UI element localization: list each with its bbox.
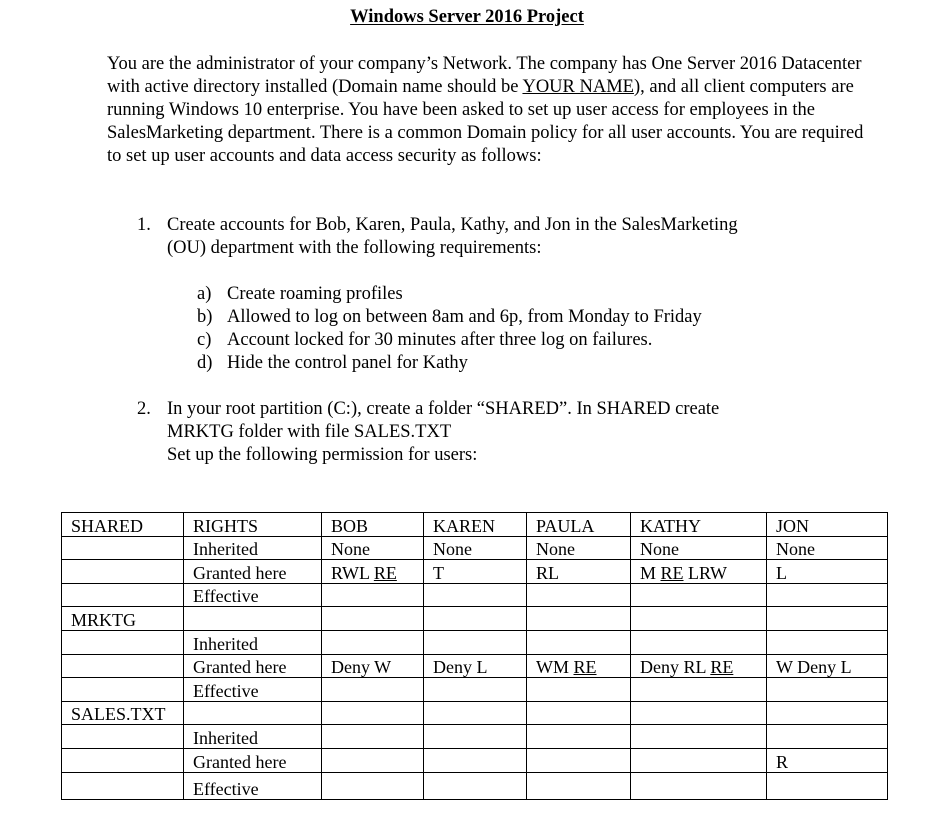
table-header-row bbox=[62, 513, 888, 537]
mrktg-folder-name: MRKTG bbox=[62, 607, 184, 631]
table-row bbox=[62, 536, 888, 560]
shared-inherited-label: Inherited bbox=[184, 536, 322, 560]
sales-granted-jon: R bbox=[767, 748, 888, 772]
table-row bbox=[62, 630, 888, 654]
shared-inherited-karen: None bbox=[424, 536, 527, 560]
shared-granted-karen: T bbox=[424, 560, 527, 584]
page-title: Windows Server 2016 Project bbox=[350, 7, 584, 27]
domain-name-placeholder: YOUR NAME bbox=[522, 77, 634, 97]
header-kathy: KATHY bbox=[631, 513, 767, 537]
header-jon: JON bbox=[767, 513, 888, 537]
table-row bbox=[62, 583, 888, 607]
sales-inherited-label: Inherited bbox=[184, 725, 322, 749]
mrktg-effective-label: Effective bbox=[184, 678, 322, 702]
mrktg-granted-kathy: Deny RL RE bbox=[631, 654, 767, 678]
subitem-c: c) Account locked for 30 minutes after three log on failures. bbox=[197, 330, 653, 350]
task-2-number: 2. bbox=[137, 399, 151, 419]
task-2-line-3: Set up the following permission for users: bbox=[167, 445, 478, 465]
sales-granted-label: Granted here bbox=[184, 748, 322, 772]
header-karen: KAREN bbox=[424, 513, 527, 537]
intro-text-start: You are the administrator of your company’s Network. The company has One Server 2016 Datacenter with active directory installed (Domain name should be bbox=[107, 54, 862, 97]
subitem-a: a) Create roaming profiles bbox=[197, 284, 403, 304]
shared-granted-bob: RWL RE bbox=[322, 560, 424, 584]
sales-file-name: SALES.TXT bbox=[62, 701, 184, 725]
mrktg-granted-paula: WM RE bbox=[527, 654, 631, 678]
mrktg-granted-label: Granted here bbox=[184, 654, 322, 678]
task-2-line-2: MRKTG folder with file SALES.TXT bbox=[167, 422, 452, 442]
header-bob: BOB bbox=[322, 513, 424, 537]
table-row bbox=[62, 701, 888, 725]
table-row bbox=[62, 678, 888, 702]
sales-effective-label: Effective bbox=[184, 772, 322, 799]
shared-inherited-bob: None bbox=[322, 536, 424, 560]
shared-inherited-jon: None bbox=[767, 536, 888, 560]
task-1-number: 1. bbox=[137, 215, 151, 235]
intro-text-end: ), and all client computers are running Windows 10 enterprise. You have been asked to set up user access for employees in the SalesMarketing department. There is a common Domain policy for all user accounts. You are required to set up user accounts and data access security as follows: bbox=[107, 77, 864, 166]
table-row bbox=[62, 560, 888, 584]
shared-inherited-kathy: None bbox=[631, 536, 767, 560]
shared-granted-jon: L bbox=[767, 560, 888, 584]
subitem-b: b) Allowed to log on between 8am and 6p, from Monday to Friday bbox=[197, 307, 702, 327]
task-1-line-2: (OU) department with the following requirements: bbox=[167, 238, 542, 258]
table-row bbox=[62, 654, 888, 678]
header-rights: RIGHTS bbox=[184, 513, 322, 537]
shared-effective-label: Effective bbox=[184, 583, 322, 607]
subitem-d: d) Hide the control panel for Kathy bbox=[197, 353, 468, 373]
intro-paragraph bbox=[107, 53, 867, 168]
table-row bbox=[62, 748, 888, 772]
table-row bbox=[62, 772, 888, 799]
shared-granted-paula: RL bbox=[527, 560, 631, 584]
shared-granted-label: Granted here bbox=[184, 560, 322, 584]
table-row bbox=[62, 607, 888, 631]
mrktg-granted-bob: Deny W bbox=[322, 654, 424, 678]
shared-granted-kathy: M RE LRW bbox=[631, 560, 767, 584]
mrktg-granted-jon: W Deny L bbox=[767, 654, 888, 678]
mrktg-granted-karen: Deny L bbox=[424, 654, 527, 678]
permissions-table bbox=[61, 512, 888, 800]
task-2-line-1: In your root partition (C:), create a folder “SHARED”. In SHARED create bbox=[167, 399, 720, 419]
task-1-line-1: Create accounts for Bob, Karen, Paula, Kathy, and Jon in the SalesMarketing bbox=[167, 215, 738, 235]
header-paula: PAULA bbox=[527, 513, 631, 537]
mrktg-inherited-label: Inherited bbox=[184, 630, 322, 654]
header-shared: SHARED bbox=[62, 513, 184, 537]
table-row bbox=[62, 725, 888, 749]
shared-inherited-paula: None bbox=[527, 536, 631, 560]
